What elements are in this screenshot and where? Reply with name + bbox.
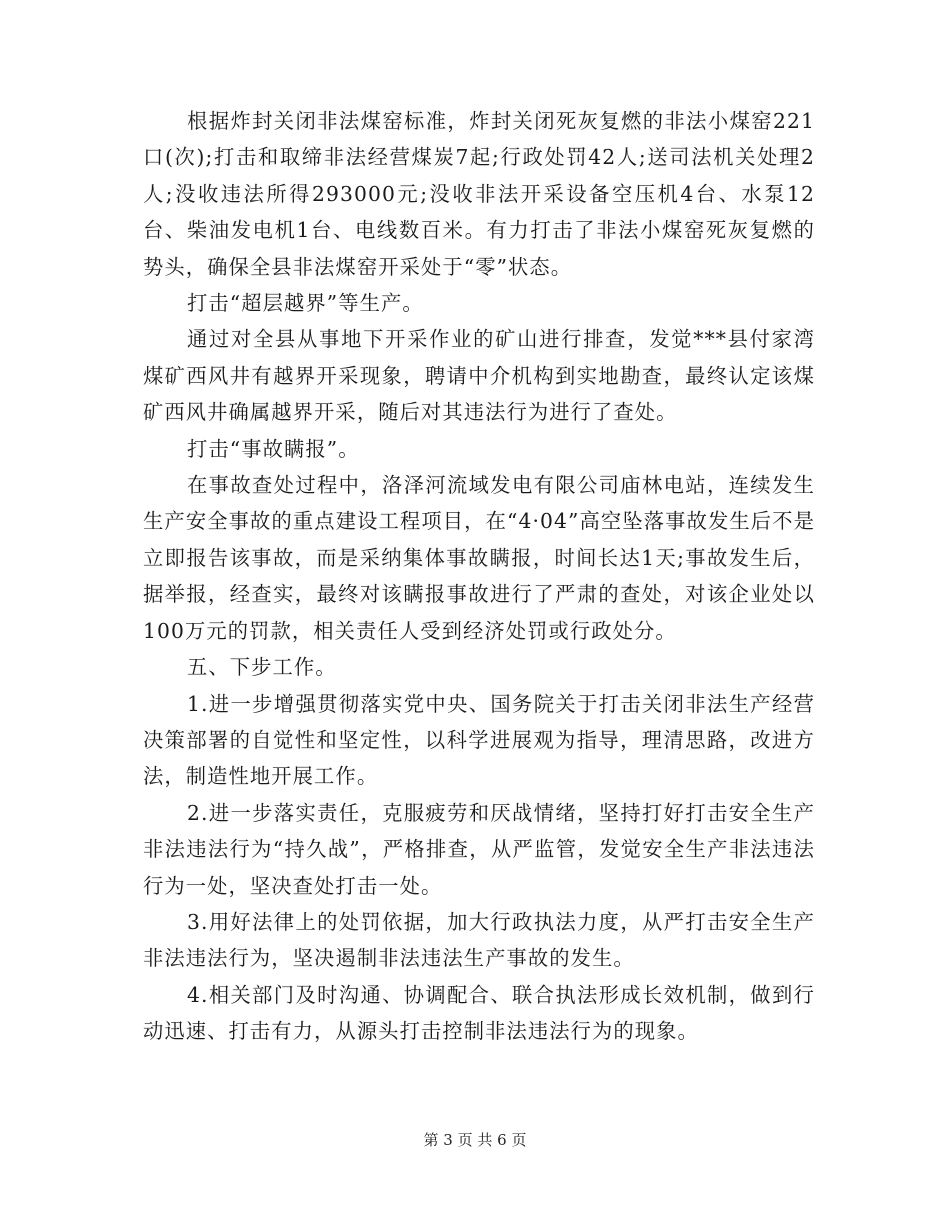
paragraph: 根据炸封关闭非法煤窑标准，炸封关闭死灰复燃的非法小煤窑221口(次);打击和取缔非法经营煤炭7起;行政处罚42人;送司法机关处理2人;没收违法所得293000元;没收非法开采设备空压机4台、水泵12台、柴油发电机1台、电线数百米。有力打击了非法小煤窑死灰复燃的势头，确保全县非法煤窑开采处于“零”状态。 xyxy=(143,109,815,279)
paragraph-heading: 打击“超层越界”等生产。 xyxy=(187,291,424,316)
list-item: 3.用好法律上的处罚依据，加大行政执法力度，从严打击安全生产非法违法行为，坚决遏制非法违法生产事故的发生。 xyxy=(143,909,815,971)
page-footer xyxy=(0,1130,950,1150)
section-heading: 五、下步工作。 xyxy=(187,655,337,680)
document-body xyxy=(143,103,815,1050)
list-item: 1.进一步增强贯彻落实党中央、国务院关于打击关闭非法生产经营决策部署的自觉性和坚定性，以科学进展观为指导，理清思路，改进方法，制造性地开展工作。 xyxy=(143,691,815,789)
page-number: 第 3 页 共 6 页 xyxy=(423,1131,527,1149)
paragraph: 在事故查处过程中，洛泽河流域发电有限公司庙林电站，连续发生生产安全事故的重点建设工程项目，在“4·04”高空坠落事故发生后不是立即报告该事故，而是采纳集体事故瞒报，时间长达1天;事故发生后，据举报，经查实，最终对该瞒报事故进行了严肃的查处，对该企业处以100万元的罚款，相关责任人受到经济处罚或行政处分。 xyxy=(143,473,815,643)
paragraph: 通过对全县从事地下开采作业的矿山进行排查，发觉***县付家湾煤矿西风井有越界开采现象，聘请中介机构到实地勘查，最终认定该煤矿西风井确属越界开采，随后对其违法行为进行了查处。 xyxy=(143,327,815,425)
list-item: 2.进一步落实责任，克服疲劳和厌战情绪，坚持打好打击安全生产非法违法行为“持久战”，严格排查，从严监管，发觉安全生产非法违法行为一处，坚决查处打击一处。 xyxy=(143,800,815,898)
paragraph-heading: 打击“事故瞒报”。 xyxy=(187,436,360,461)
list-item: 4.相关部门及时沟通、协调配合、联合执法形成长效机制，做到行动迅速、打击有力，从源头打击控制非法违法行为的现象。 xyxy=(143,982,815,1044)
